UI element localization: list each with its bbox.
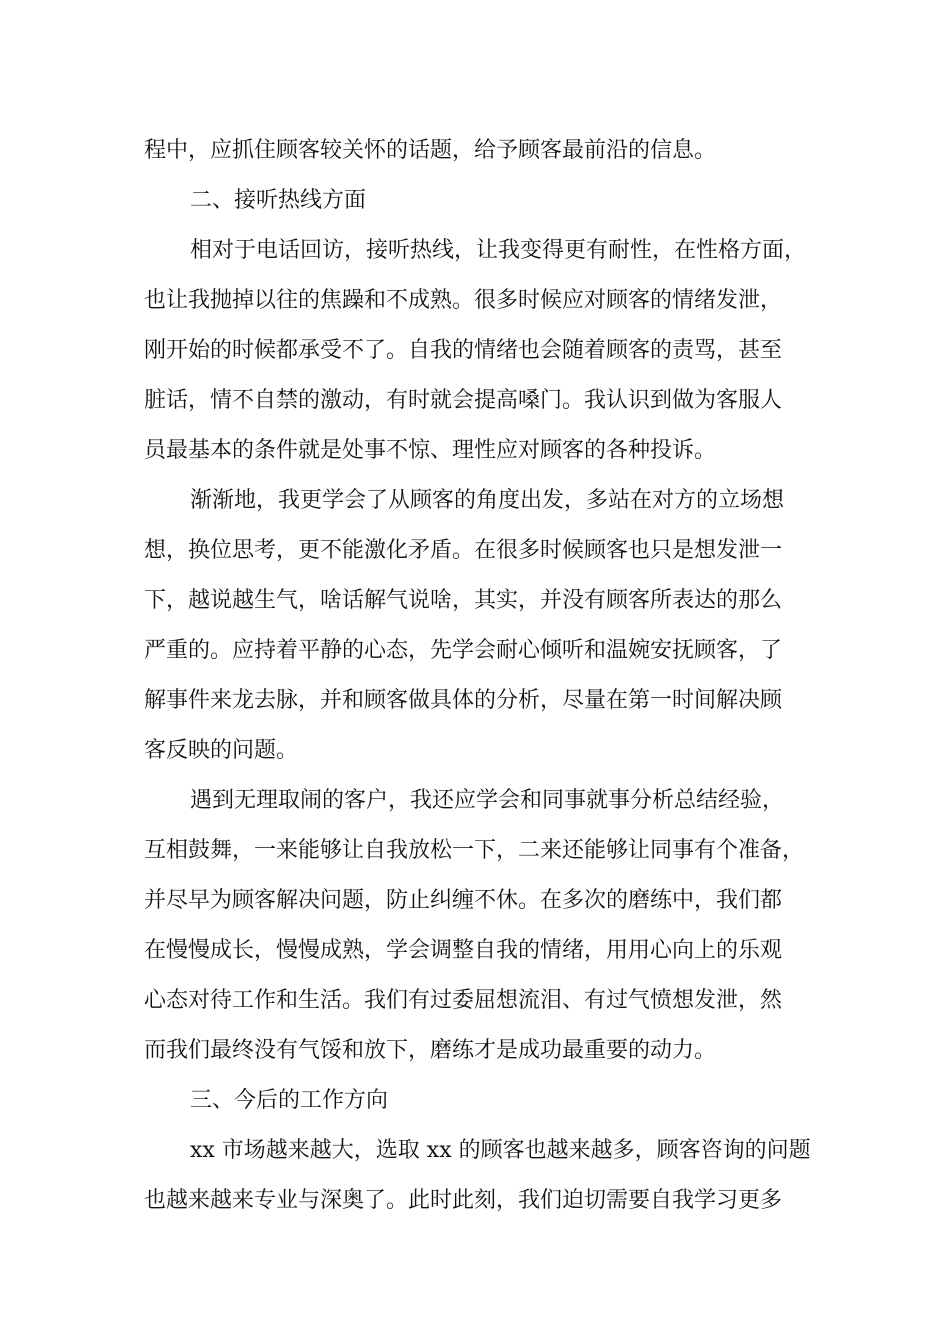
paragraph-line: 心态对待工作和生活。我们有过委屈想流泪、有过气愤想发泄，然 [144,988,783,1013]
paragraph-line: 下，越说越生气，啥话解气说啥，其实，并没有顾客所表达的那么 [144,588,783,613]
paragraph-line: 严重的。应持着平静的心态，先学会耐心倾听和温婉安抚顾客，了 [144,638,783,663]
section-heading-hotline: 二、接听热线方面 [190,188,367,213]
paragraph-line: 相对于电话回访，接听热线，让我变得更有耐性，在性格方面， [190,238,807,263]
paragraph-line: 解事件来龙去脉，并和顾客做具体的分析，尽量在第一时间解决顾 [144,688,783,713]
paragraph-line: xx 市场越来越大，选取 xx 的顾客也越来越多，顾客咨询的问题 [190,1138,811,1163]
paragraph-line: 并尽早为顾客解决问题，防止纠缠不休。在多次的磨练中，我们都 [144,888,783,913]
paragraph-line: 员最基本的条件就是处事不惊、理性应对顾客的各种投诉。 [144,438,717,463]
paragraph-line: 客反映的问题。 [144,738,299,763]
paragraph-line: 也越来越来专业与深奥了。此时此刻，我们迫切需要自我学习更多 [144,1188,783,1213]
paragraph-line: 渐渐地，我更学会了从顾客的角度出发，多站在对方的立场想 [190,488,785,513]
section-heading-future: 三、今后的工作方向 [190,1088,389,1113]
paragraph-continuation-line: 程中，应抓住顾客较关怀的话题，给予顾客最前沿的信息。 [144,138,717,163]
paragraph-line: 在慢慢成长，慢慢成熟，学会调整自我的情绪，用用心向上的乐观 [144,938,783,963]
paragraph-line: 也让我抛掉以往的焦躁和不成熟。很多时候应对顾客的情绪发泄， [144,288,783,313]
paragraph-line: 刚开始的时候都承受不了。自我的情绪也会随着顾客的责骂，甚至 [144,338,783,363]
paragraph-line: 想，换位思考，更不能激化矛盾。在很多时候顾客也只是想发泄一 [144,538,783,563]
paragraph-line: 脏话，情不自禁的激动，有时就会提高嗓门。我认识到做为客服人 [144,388,783,413]
paragraph-line: 遇到无理取闹的客户，我还应学会和同事就事分析总结经验， [190,788,785,813]
paragraph-line: 互相鼓舞，一来能够让自我放松一下，二来还能够让同事有个准备， [144,838,805,863]
paragraph-line: 而我们最终没有气馁和放下，磨练才是成功最重要的动力。 [144,1038,717,1063]
